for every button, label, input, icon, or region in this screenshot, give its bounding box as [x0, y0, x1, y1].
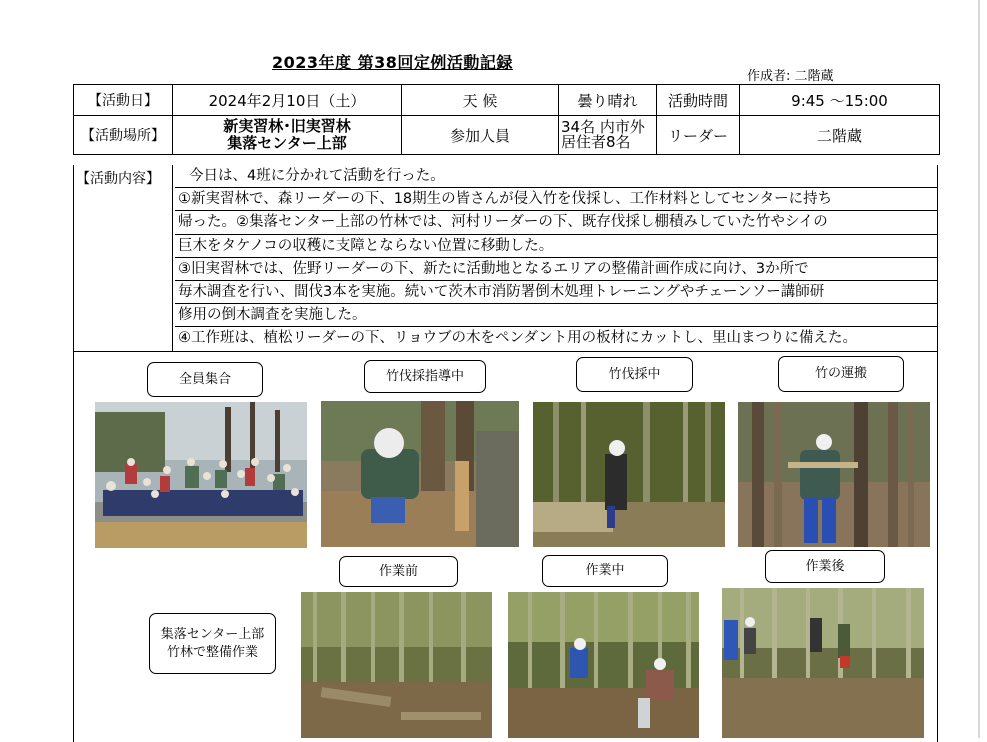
- caption-all-gather: 全員集合: [147, 362, 263, 397]
- caption-bamboo-guidance: 竹伐採指導中: [364, 360, 486, 393]
- weather-label: 天 候: [402, 85, 559, 116]
- caption-bamboo-cutting: 竹伐採中: [576, 357, 693, 392]
- date-label: 【活動日】: [74, 85, 173, 116]
- activity-info-table: [73, 84, 940, 155]
- content-label: 【活動内容】: [74, 165, 173, 351]
- place-row: [74, 116, 940, 155]
- content-line: 毎木調査を行い、間伐3本を実施。続いて茨木市消防署倒木処理トレーニングやチェーンソー講師研: [175, 281, 937, 304]
- leader-value: 二階蔵: [740, 116, 940, 155]
- caption-after: 作業後: [765, 550, 885, 583]
- page-edge: [978, 0, 980, 738]
- content-line: ①新実習林で、森リーダーの下、18期生の皆さんが侵入竹を伐採し、工作材料としてセンターに持ち: [175, 188, 937, 211]
- participants-line-1: 34名 内市外: [561, 118, 645, 136]
- group-photo: [95, 402, 307, 548]
- time-value: 9:45 〜15:00: [740, 85, 940, 116]
- leader-label: リーダー: [657, 116, 740, 155]
- after-work-photo: [722, 588, 924, 738]
- place-line-1: 新実習林･旧実習林: [223, 117, 351, 135]
- participants-value: [559, 116, 657, 155]
- caption-during: 作業中: [542, 555, 668, 587]
- place-value: [173, 116, 402, 155]
- bamboo-cutting-photo: [533, 402, 725, 547]
- content-line: 帰った。②集落センター上部の竹林では、河村リーダーの下、既存伐採し棚積みしていた竹やシイの: [175, 211, 937, 234]
- content-lines: [175, 165, 937, 350]
- date-value: 2024年2月10日（土）: [173, 85, 402, 116]
- during-work-photo: [508, 592, 699, 738]
- bamboo-carry-photo: [738, 402, 930, 547]
- activity-content-section: [73, 165, 938, 352]
- content-line: ③旧実習林では、佐野リーダーの下、新たに活動地となるエリアの整備計画作成に向け、3か所で: [175, 258, 937, 281]
- author-line: 作成者: 二階蔵: [747, 69, 834, 84]
- before-work-photo: [301, 592, 492, 738]
- caption-before: 作業前: [339, 556, 458, 587]
- content-line: 修用の倒木調査を実施した。: [175, 304, 937, 327]
- place-label: 【活動場所】: [74, 116, 173, 155]
- bamboo-guidance-photo: [321, 401, 519, 547]
- time-label: 活動時間: [657, 85, 740, 116]
- caption-center-line-1: 集落センター上部: [160, 626, 265, 642]
- content-line: 今日は、4班に分かれて活動を行った。: [175, 165, 937, 188]
- caption-center-bamboo: [149, 613, 276, 674]
- caption-bamboo-carry: 竹の運搬: [778, 356, 904, 392]
- place-line-2: 集落センター上部: [227, 134, 347, 152]
- date-row: [74, 85, 940, 116]
- participants-label: 参加人員: [402, 116, 559, 155]
- caption-center-line-2: 竹林で整備作業: [166, 644, 258, 660]
- document-title: 2023年度 第38回定例活動記録: [272, 53, 513, 72]
- content-line: ④工作班は、植松リーダーの下、リョウブの木をペンダント用の板材にカットし、里山まつりに備えた。: [178, 330, 857, 347]
- content-line: 巨木をタケノコの収穫に支障とならない位置に移動した。: [175, 235, 937, 258]
- participants-line-2: 居住者8名: [561, 133, 631, 151]
- weather-value: 曇り晴れ: [559, 85, 657, 116]
